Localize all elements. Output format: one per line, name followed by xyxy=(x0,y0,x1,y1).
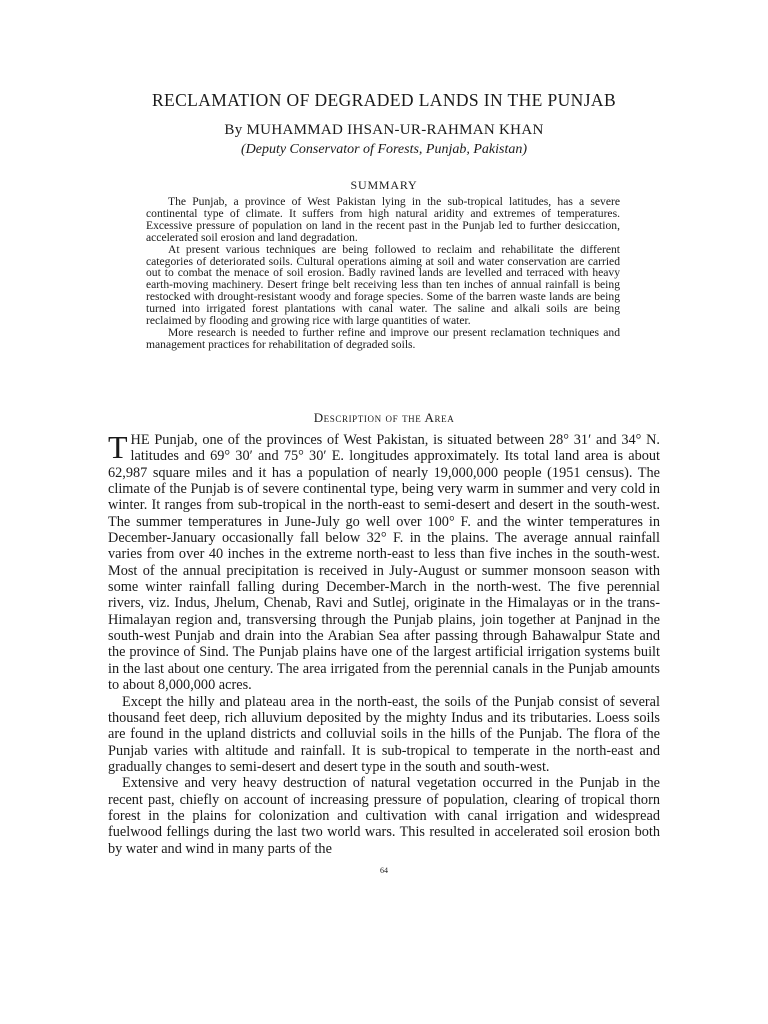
body-paragraph xyxy=(108,429,660,694)
article-author: By MUHAMMAD IHSAN-UR-RAHMAN KHAN xyxy=(224,122,544,138)
summary-block xyxy=(146,196,620,351)
summary-paragraph: The Punjab, a province of West Pakistan lying in the sub-tropical latitudes, has a severe continental type of climate. It suffers from high natural aridity and extremes of temperatures. Excessive pressure of population on land in the recent past in the Punjab led to further desiccation, accelerated soil erosion and land degradation. xyxy=(146,195,620,244)
author-affiliation: (Deputy Conservator of Forests, Punjab, Pakistan) xyxy=(240,142,528,157)
body-paragraph: Except the hilly and plateau area in the north-east, the soils of the Punjab consist of several thousand feet deep, rich alluvium deposited by the mighty Indus and its tributaries. Loess soils are found in the upland districts and colluvial soils in the hills of the Punjab. The flora of the Punjab varies with altitude and rainfall. It is sub-tropical to temperate in the north-east and gradually changes to semi-desert and desert type in the south and south-west. xyxy=(108,693,660,775)
summary-paragraph: More research is needed to further refine and improve our present reclamation techniques and management practices for rehabilitation of degraded soils. xyxy=(146,325,620,351)
body-paragraph: Extensive and very heavy destruction of natural vegetation occurred in the Punjab in the recent past, chiefly on account of increasing pressure of population, clearing of tropical thorn forest in the plains for colonization and cultivation with canal irrigation and widespread fuelwood fellings during the last two world wars. This resulted in accelerated soil erosion both by water and wind in many parts of the xyxy=(108,775,660,857)
section-heading: Description of the Area xyxy=(313,410,455,425)
summary-heading: SUMMARY xyxy=(350,178,418,192)
page-number: 64 xyxy=(380,866,388,875)
drop-cap: T xyxy=(108,429,128,465)
article-title: RECLAMATION OF DEGRADED LANDS IN THE PUNJAB xyxy=(151,90,617,110)
summary-paragraph: At present various techniques are being followed to reclaim and rehabilitate the different categories of deteriorated soils. Cultural operations aiming at soil and water conservation are carried out to combat the menace of soil erosion. Badly ravined lands are levelled and terraced with heavy earth-moving machinery. Desert fringe belt receiving less than ten inches of annual rainfall is being restocked with drought-resistant woody and forage species. Some of the barren waste lands are being turned into irrigated forest plantations with canal water. The saline and alkali soils are being reclaimed by flooding and growing rice with large quantities of water. xyxy=(146,242,620,328)
body-text xyxy=(108,429,660,857)
first-paragraph-text: HE Punjab, one of the provinces of West Pakistan, is situated between 28° 31′ and 34° N. latitudes and 69° 30′ and 75° 30′ E. longitudes approximately. Its total land area is about 62,987 square miles and it has a population of nearly 19,000,000 people (1951 census). The climate of the Punjab is of severe continental type, being very warm in summer and very cold in winter. It ranges from sub-tropical in the north-east to semi-desert and desert in the south-west. The summer temperatures in June-July go well over 100° F. and the winter temperatures in December-January occasionally fall below 32° F. in the plains. The average annual rainfall varies from over 40 inches in the extreme north-east to less than five inches in the south-west. Most of the annual precipitation is received in July-August or summer monsoon season with some winter rainfall falling during December-March in the north-west. The five perennial rivers, viz. Indus, Jhelum, Chenab, Ravi and Sutlej, originate in the Himalayas or in the trans-Himalayan region and, transversing through the Punjab plains, join together at Panjnad in the south-west Punjab and drain into the Arabian Sea after passing through Bahawalpur State and the province of Sind. The Punjab plains have one of the largest artificial irrigation systems built in the last about one century. The area irrigated from the perennial canals in the Punjab amounts to about 8,000,000 acres. xyxy=(108,432,660,694)
